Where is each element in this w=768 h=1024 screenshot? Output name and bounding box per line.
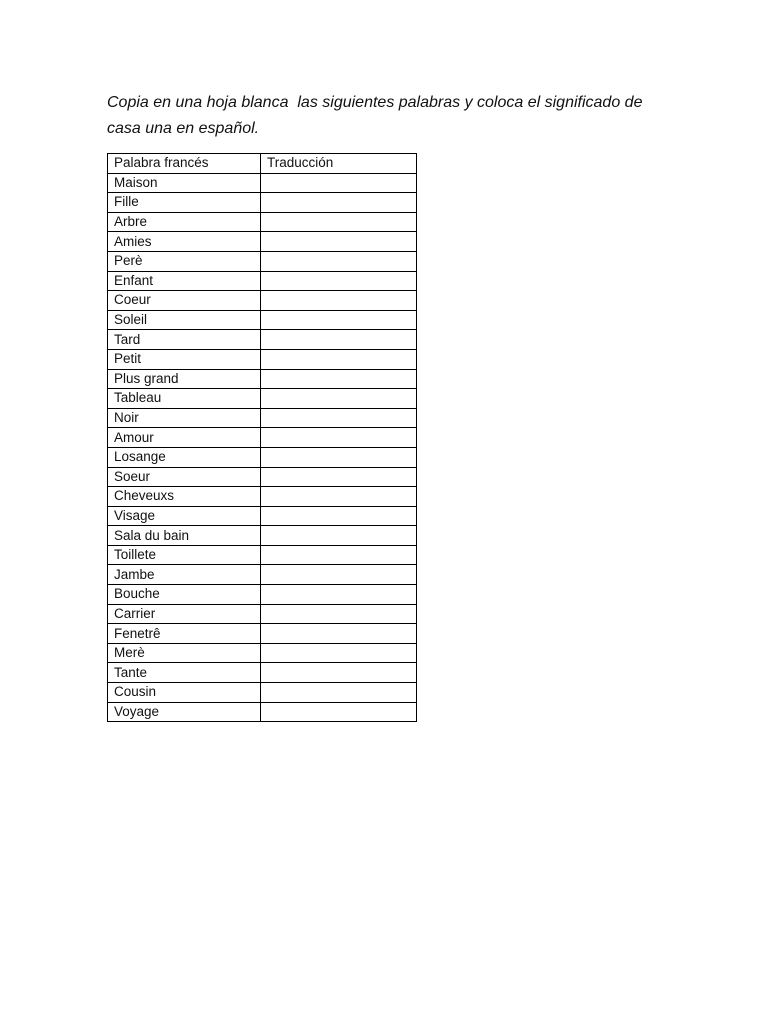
french-word-cell: Perè	[108, 251, 261, 271]
table-row	[108, 467, 417, 487]
french-word-cell: Voyage	[108, 702, 261, 722]
french-word-cell: Maison	[108, 173, 261, 193]
table-row	[108, 232, 417, 252]
french-word-cell: Petit	[108, 349, 261, 369]
vocabulary-table	[107, 153, 417, 722]
french-word-cell: Soleil	[108, 310, 261, 330]
translation-cell	[261, 310, 417, 330]
translation-cell	[261, 467, 417, 487]
translation-cell	[261, 291, 417, 311]
french-word-cell: Plus grand	[108, 369, 261, 389]
table-row	[108, 604, 417, 624]
table-row	[108, 565, 417, 585]
table-row	[108, 683, 417, 703]
french-word-cell: Fenetrê	[108, 624, 261, 644]
table-row	[108, 330, 417, 350]
french-word-cell: Tableau	[108, 389, 261, 409]
french-word-cell: Cousin	[108, 683, 261, 703]
translation-cell	[261, 251, 417, 271]
french-word-cell: Fille	[108, 193, 261, 213]
table-row	[108, 193, 417, 213]
translation-cell	[261, 389, 417, 409]
table-row	[108, 663, 417, 683]
table-row	[108, 349, 417, 369]
french-word-cell: Amour	[108, 428, 261, 448]
translation-cell	[261, 408, 417, 428]
header-french-word: Palabra francés	[108, 154, 261, 174]
table-row	[108, 310, 417, 330]
french-word-cell: Amies	[108, 232, 261, 252]
translation-cell	[261, 369, 417, 389]
table-row	[108, 624, 417, 644]
translation-cell	[261, 663, 417, 683]
translation-cell	[261, 447, 417, 467]
translation-cell	[261, 585, 417, 605]
french-word-cell: Coeur	[108, 291, 261, 311]
translation-cell	[261, 683, 417, 703]
translation-cell	[261, 643, 417, 663]
table-row	[108, 526, 417, 546]
french-word-cell: Tard	[108, 330, 261, 350]
translation-cell	[261, 271, 417, 291]
translation-cell	[261, 565, 417, 585]
french-word-cell: Merè	[108, 643, 261, 663]
table-row	[108, 487, 417, 507]
translation-cell	[261, 526, 417, 546]
translation-cell	[261, 193, 417, 213]
french-word-cell: Enfant	[108, 271, 261, 291]
table-header-row	[108, 154, 417, 174]
translation-cell	[261, 506, 417, 526]
table-row	[108, 389, 417, 409]
translation-cell	[261, 349, 417, 369]
french-word-cell: Visage	[108, 506, 261, 526]
translation-cell	[261, 428, 417, 448]
table-row	[108, 447, 417, 467]
table-row	[108, 506, 417, 526]
translation-cell	[261, 702, 417, 722]
french-word-cell: Bouche	[108, 585, 261, 605]
table-row	[108, 643, 417, 663]
french-word-cell: Tante	[108, 663, 261, 683]
table-row	[108, 271, 417, 291]
french-word-cell: Noir	[108, 408, 261, 428]
french-word-cell: Soeur	[108, 467, 261, 487]
table-row	[108, 702, 417, 722]
french-word-cell: Sala du bain	[108, 526, 261, 546]
french-word-cell: Jambe	[108, 565, 261, 585]
french-word-cell: Losange	[108, 447, 261, 467]
translation-cell	[261, 232, 417, 252]
table-body	[108, 173, 417, 722]
translation-cell	[261, 604, 417, 624]
table-row	[108, 369, 417, 389]
instructions-text: Copia en una hoja blanca las siguientes palabras y coloca el significado de casa una en español.	[107, 94, 647, 137]
header-translation: Traducción	[261, 154, 417, 174]
table-row	[108, 545, 417, 565]
french-word-cell: Carrier	[108, 604, 261, 624]
table-row	[108, 173, 417, 193]
translation-cell	[261, 330, 417, 350]
translation-cell	[261, 487, 417, 507]
table-row	[108, 212, 417, 232]
french-word-cell: Cheveuxs	[108, 487, 261, 507]
translation-cell	[261, 624, 417, 644]
translation-cell	[261, 173, 417, 193]
table-row	[108, 585, 417, 605]
translation-cell	[261, 545, 417, 565]
table-row	[108, 291, 417, 311]
table-row	[108, 408, 417, 428]
french-word-cell: Toillete	[108, 545, 261, 565]
translation-cell	[261, 212, 417, 232]
table-row	[108, 428, 417, 448]
french-word-cell: Arbre	[108, 212, 261, 232]
table-row	[108, 251, 417, 271]
